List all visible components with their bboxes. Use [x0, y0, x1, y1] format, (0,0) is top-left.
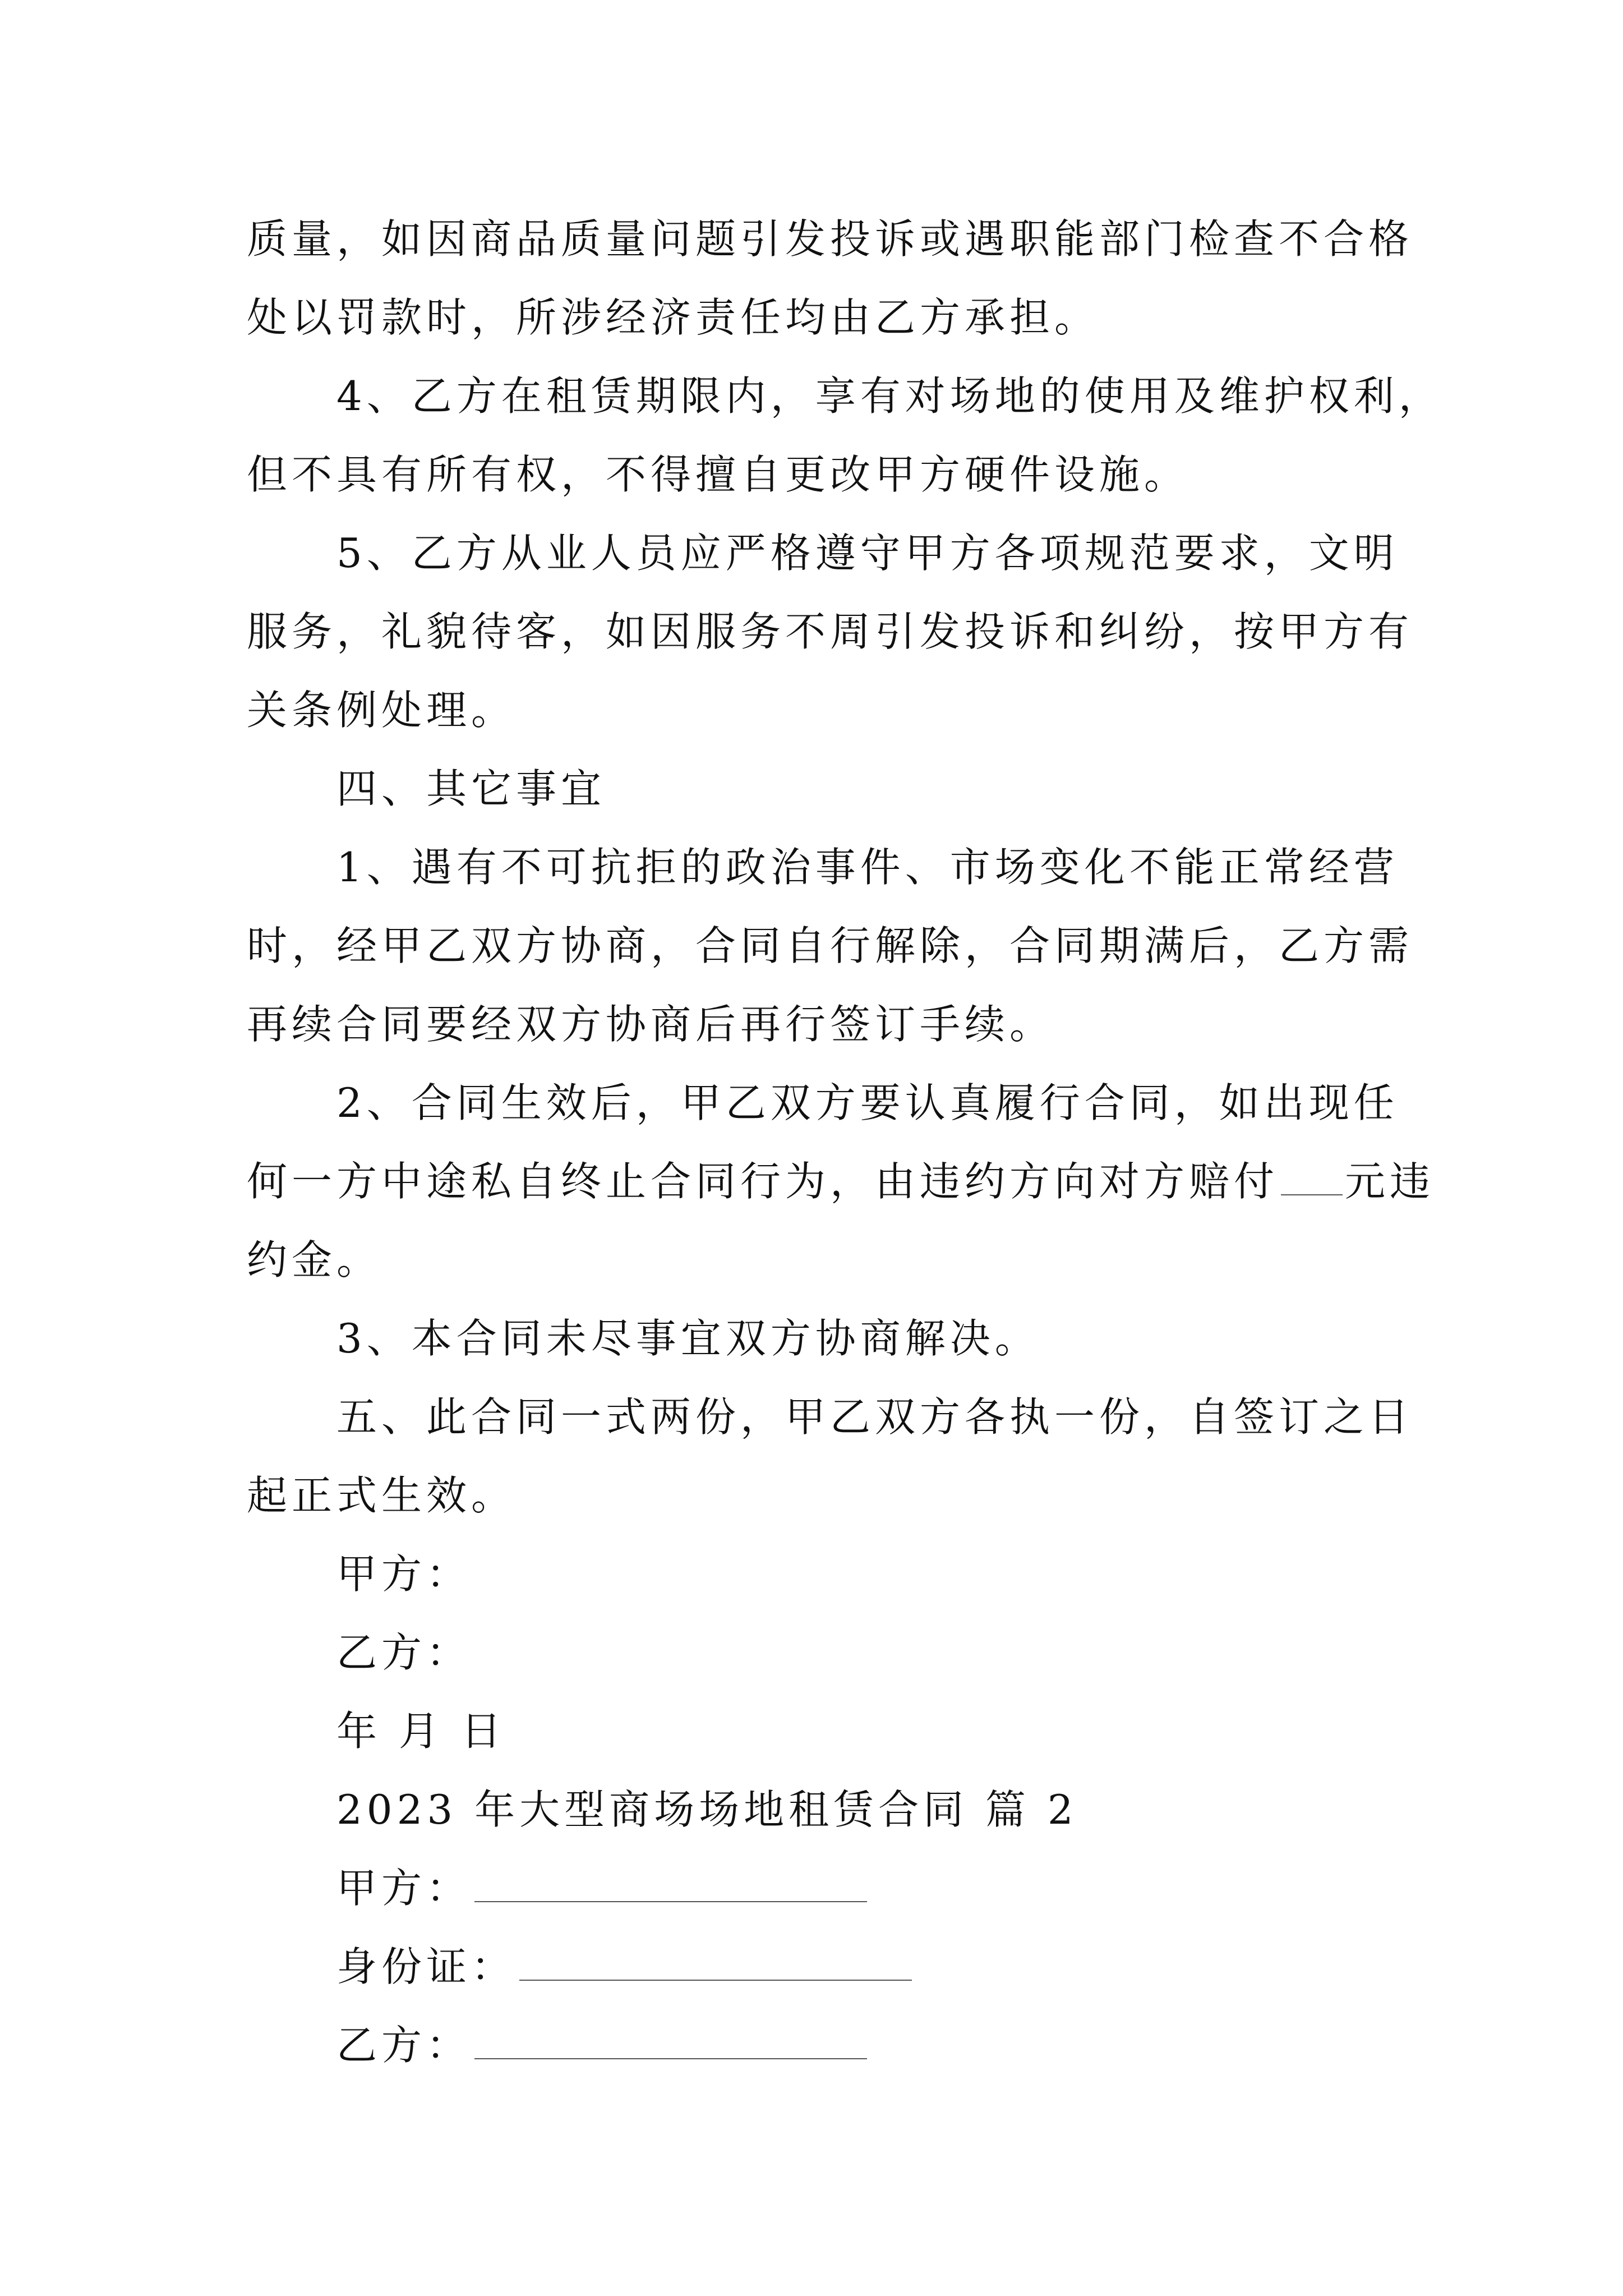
- text-after-blank: 元违: [1345, 1158, 1435, 1205]
- paragraph-line: 服务，礼貌待客，如因服务不周引发投诉和纠纷，按甲方有: [247, 608, 1414, 655]
- party-b-label: 乙方：: [336, 2022, 472, 2069]
- clause-1-line: 1、遇有不可抗拒的政治事件、市场变化不能正常经营: [336, 844, 1399, 891]
- section-heading: 四、其它事宜: [336, 765, 606, 812]
- paragraph-line: 处以罚款时，所涉经济责任均由乙方承担。: [247, 294, 1100, 341]
- contract-title: 2023 年大型商场场地租赁合同 篇 2: [336, 1786, 1078, 1833]
- clause-4-line: 4、乙方在租赁期限内，享有对场地的使用及维护权利，: [336, 372, 1444, 420]
- party-a-field: [336, 1861, 867, 1915]
- party-a-blank: [474, 1879, 867, 1902]
- party-b-field: [336, 2018, 867, 2072]
- penalty-amount-blank: [1281, 1172, 1343, 1195]
- id-card-blank: [519, 1957, 912, 1981]
- clause-5-line: 5、乙方从业人员应严格遵守甲方各项规范要求，文明: [336, 530, 1399, 577]
- paragraph-line: 关条例处理。: [247, 687, 517, 734]
- party-a-label: 甲方：: [336, 1865, 472, 1912]
- id-card-field: [336, 1940, 912, 1994]
- text-before-blank: 何一方中途私自终止合同行为，由违约方向对方赔付: [247, 1158, 1279, 1205]
- clause-2-line: 2、合同生效后，甲乙双方要认真履行合同，如出现任: [336, 1079, 1399, 1126]
- party-a-signature: 甲方：: [336, 1550, 472, 1598]
- id-card-label: 身份证：: [336, 1943, 517, 1990]
- date-line: 年 月 日: [336, 1708, 506, 1755]
- paragraph-line: 约金。: [247, 1236, 382, 1283]
- section-five-line: 五、此合同一式两份，甲乙双方各执一份，自签订之日: [336, 1393, 1414, 1441]
- paragraph-line: 质量，如因商品质量问题引发投诉或遇职能部门检查不合格: [247, 215, 1414, 263]
- party-b-signature: 乙方：: [336, 1629, 472, 1676]
- party-b-blank: [474, 2036, 867, 2059]
- clause-3-line: 3、本合同未尽事宜双方协商解决。: [336, 1315, 1040, 1362]
- paragraph-line: 再续合同要经双方协商后再行签订手续。: [247, 1001, 1055, 1048]
- paragraph-line: 但不具有所有权，不得擅自更改甲方硬件设施。: [247, 451, 1189, 498]
- paragraph-line: 时，经甲乙双方协商，合同自行解除，合同期满后，乙方需: [247, 922, 1414, 969]
- paragraph-line: 起正式生效。: [247, 1472, 517, 1519]
- paragraph-line-with-blank: [247, 1154, 1435, 1208]
